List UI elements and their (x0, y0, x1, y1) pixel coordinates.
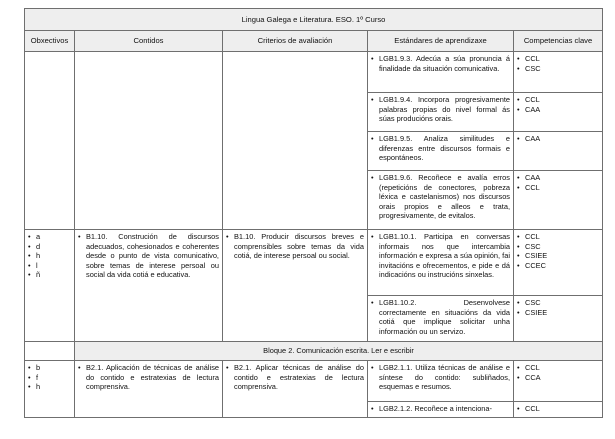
standard-cell: • LGB1.9.3. Adecúa a súa pronuncia á finalidade da situación comunicativa. (368, 52, 514, 93)
objectives-cell (25, 52, 75, 230)
competencies-cell: • CAA (514, 132, 603, 171)
standard-cell: • LGB1.9.5. Analiza similitudes e diferenzas entre discursos formais e espontáneos. (368, 132, 514, 171)
column-header: Obxectivos (25, 31, 75, 52)
standard-cell: • LGB1.10.2. Desenvolvese correctamente en situacións da vida cotiá que implique solicitar unha información ou un servizo. (368, 296, 514, 342)
block-spacer-cell (25, 342, 75, 361)
column-header: Estándares de aprendizaxe (368, 31, 514, 52)
standard-cell: • LGB1.10.1. Participa en conversas informais nos que intercambia información e expresa a súa opinión, fai invitacións e ofrecementos, e pide e dá indicacións ou instrucións sinxelas. (368, 230, 514, 296)
competencies-cell: • CCL • CCA (514, 361, 603, 402)
curriculum-table (24, 8, 603, 418)
standard-cell: • LGB1.9.4. Incorpora progresivamente palabras propias do nivel formal ás súas producións orais. (368, 93, 514, 132)
table-title: Lingua Galega e Literatura. ESO. 1º Curso (25, 9, 603, 31)
criterion-cell (223, 52, 368, 230)
criterion-cell: • B2.1. Aplicar técnicas de análise do contido e estratexias de lectura comprensiva. (223, 361, 368, 418)
content-cell (75, 52, 223, 230)
column-header-row (25, 31, 603, 52)
block-title: Bloque 2. Comunicación escrita. Ler e escribir (75, 342, 603, 361)
criterion-cell: • B1.10. Producir discursos breves e comprensibles sobre temas da vida cotiá, de interese persoal ou social. (223, 230, 368, 342)
competencies-cell: • CCL • CAA (514, 93, 603, 132)
title-row (25, 9, 603, 31)
column-header: Competencias clave (514, 31, 603, 52)
competencies-cell: • CCL • CSC • CSIEE • CCEC (514, 230, 603, 296)
objectives-cell: • a • d • h • l • ñ (25, 230, 75, 342)
column-header: Contidos (75, 31, 223, 52)
standard-cell: • LGB1.9.6. Recoñece e avalía erros (repeticións de conectores, pobreza léxica e castelanismos) nos discursos orais propios e alleos e trata, progresivamente, de evitalos. (368, 171, 514, 230)
standard-cell: • LGB2.1.1. Utiliza técnicas de análise e síntese do contido: subliñados, esquemas e resumos. (368, 361, 514, 402)
objectives-cell: • b • f • h (25, 361, 75, 418)
column-header: Criterios de avaliación (223, 31, 368, 52)
standard-cell: • LGB2.1.2. Recoñece a intenciona- (368, 402, 514, 418)
table-row (25, 230, 603, 296)
competencies-cell: • CSC • CSIEE (514, 296, 603, 342)
table-row (25, 52, 603, 93)
competencies-cell: • CAA • CCL (514, 171, 603, 230)
competencies-cell: • CCL (514, 402, 603, 418)
content-cell: • B2.1. Aplicación de técnicas de análise do contido e estratexias de lectura comprensiva. (75, 361, 223, 418)
competencies-cell: • CCL • CSC (514, 52, 603, 93)
table-row (25, 361, 603, 402)
content-cell: • B1.10. Construción de discursos adecuados, cohesionados e coherentes desde o punto de vista comunicativo, sobre temas de interese persoal ou social da vida cotiá e educativa. (75, 230, 223, 342)
block-row (25, 342, 603, 361)
